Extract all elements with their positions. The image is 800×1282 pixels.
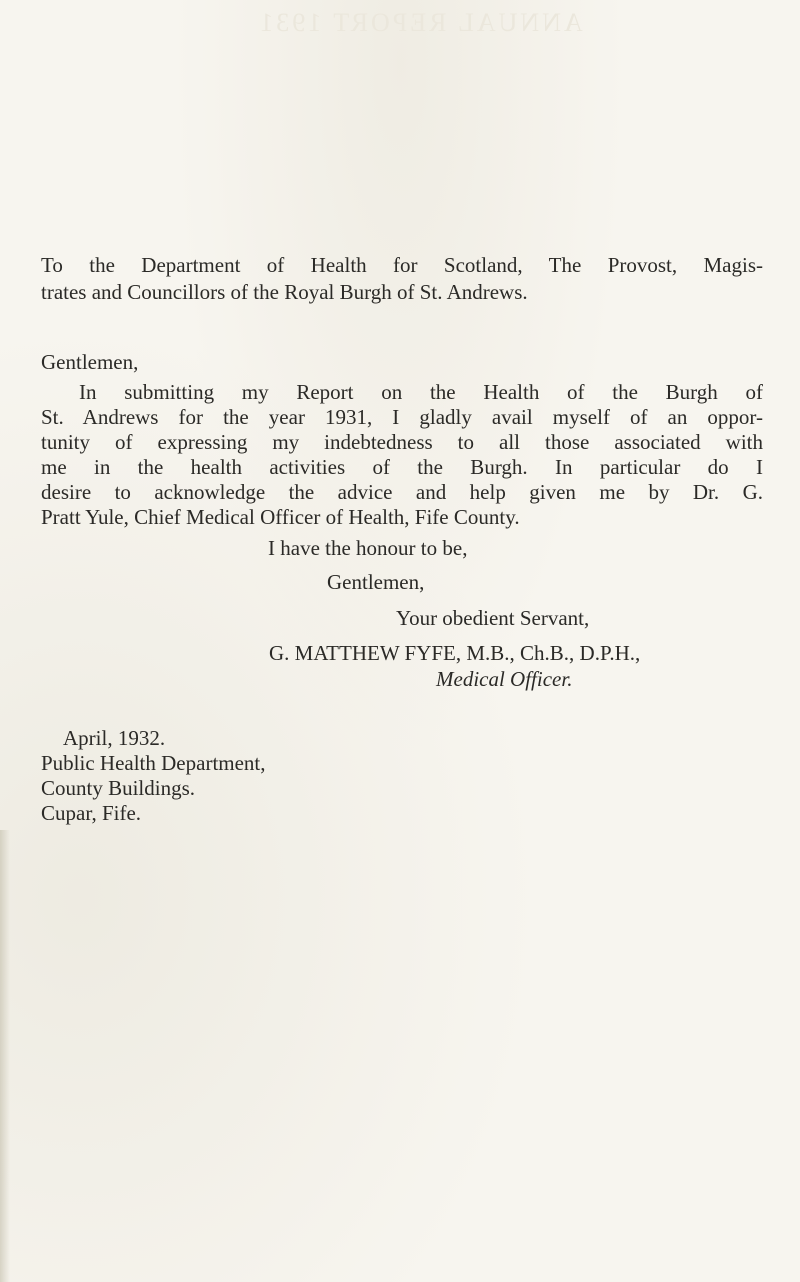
address-line-1: To the Department of Health for Scotland, The Provost, Magis- — [41, 253, 763, 277]
footer-department: Public Health Department, — [41, 751, 266, 775]
address-line-2: trates and Councillors of the Royal Burgh of St. Andrews. — [41, 280, 528, 304]
salutation: Gentlemen, — [41, 350, 139, 374]
signatory-title: Medical Officer. — [436, 667, 573, 691]
footer-date: April, 1932. — [63, 726, 166, 750]
body-line-1: In submitting my Report on the Health of the Burgh of — [79, 380, 763, 404]
body-line-3: tunity of expressing my indebtedness to all those associated with — [41, 430, 763, 454]
body-line-4: me in the health activities of the Burgh. In particular do I — [41, 455, 763, 479]
signatory-name: G. MATTHEW FYFE, M.B., Ch.B., D.P.H., — [269, 641, 641, 665]
footer-building: County Buildings. — [41, 776, 196, 800]
body-line-5: desire to acknowledge the advice and help given me by Dr. G. — [41, 480, 763, 504]
closing-servant: Your obedient Servant, — [396, 606, 590, 630]
closing-gentlemen: Gentlemen, — [327, 570, 425, 594]
body-line-6: Pratt Yule, Chief Medical Officer of Health, Fife County. — [41, 505, 520, 529]
body-line-2: St. Andrews for the year 1931, I gladly avail myself of an oppor- — [41, 405, 763, 429]
page-edge-shadow — [0, 830, 10, 1282]
show-through-heading: ANNUAL REPORT 1931 — [257, 8, 583, 37]
closing-honour: I have the honour to be, — [268, 536, 468, 560]
footer-town: Cupar, Fife. — [41, 801, 142, 825]
